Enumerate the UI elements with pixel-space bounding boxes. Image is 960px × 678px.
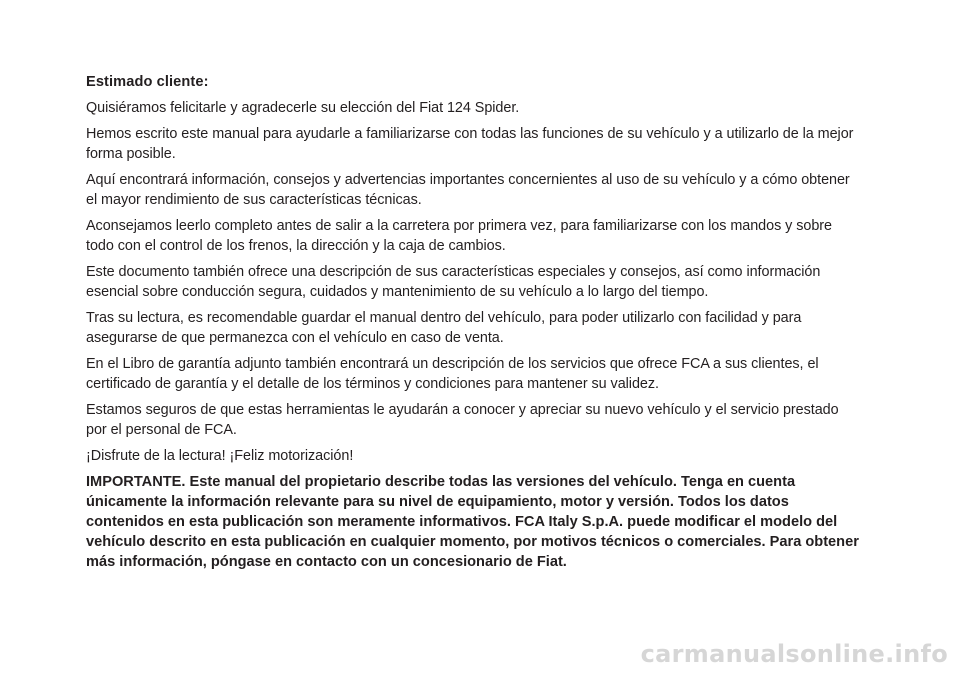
greeting-heading: Estimado cliente: (86, 74, 209, 90)
paragraph-warranty-book: En el Libro de garantía adjunto también encontrará un descripción de los servicios que ofrece FCA a sus clientes, el certificado de garantía y el detalle de los términos y condiciones para mantener su validez. (86, 356, 819, 392)
paragraph-manual-purpose: Hemos escrito este manual para ayudarle a familiarizarse con todas las funciones de su vehículo y a utilizarlo de la mejor forma posible. (86, 126, 854, 162)
paragraph-tools: Estamos seguros de que estas herramientas le ayudarán a conocer y apreciar su nuevo vehículo y el servicio prestado por el personal de FCA. (86, 402, 839, 438)
paragraph-congratulations: Quisiéramos felicitarle y agradecerle su elección del Fiat 124 Spider. (86, 100, 520, 116)
paragraph-document-contents: Este documento también ofrece una descripción de sus características especiales y consejos, así como información esencial sobre conducción segura, cuidados y mantenimiento de su vehículo a lo largo del tiempo. (86, 264, 821, 300)
important-notice: IMPORTANTE. Este manual del propietario describe todas las versiones del vehículo. Tenga en cuenta únicamente la información relevante para su nivel de equipamiento, motor y versión. Todos los datos contenidos en esta publicación son meramente informativos. FCA Italy S.p.A. puede modificar el modelo del vehículo descrito en esta publicación en cualquier momento, por motivos técnicos o comerciales. Para obtener más información, póngase en contacto con un concesionario de Fiat. (86, 474, 859, 570)
paragraph-information: Aquí encontrará información, consejos y advertencias importantes concernientes al uso de su vehículo y a cómo obtener el mayor rendimiento de sus características técnicas. (86, 172, 850, 208)
document-page (86, 72, 860, 572)
paragraph-enjoy: ¡Disfrute de la lectura! ¡Feliz motorización! (86, 448, 354, 464)
paragraph-keep-manual: Tras su lectura, es recomendable guardar el manual dentro del vehículo, para poder utilizarlo con facilidad y para asegurarse de que permanezca con el vehículo en caso de venta. (86, 310, 802, 346)
paragraph-read-before-driving: Aconsejamos leerlo completo antes de salir a la carretera por primera vez, para familiarizarse con los mandos y sobre todo con el control de los frenos, la dirección y la caja de cambios. (86, 218, 832, 254)
watermark: carmanualsonline.info (640, 640, 948, 668)
